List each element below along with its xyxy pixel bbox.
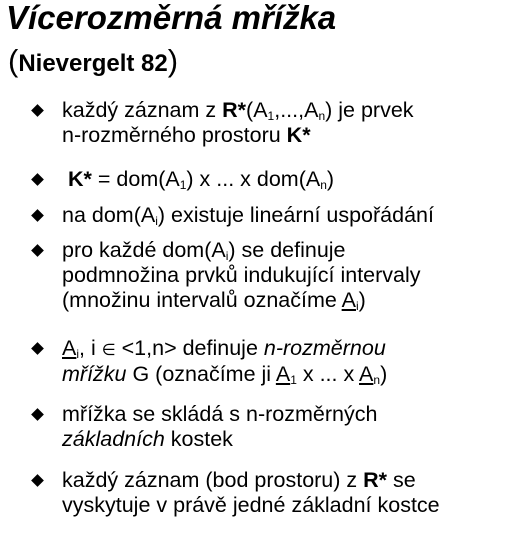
text-line: vyskytuje v právě jedné základní kostce <box>62 493 440 517</box>
diamond-bullet-icon <box>31 104 44 117</box>
bold-run: K* <box>286 123 311 147</box>
element-of-symbol: ∈ <box>101 340 116 359</box>
text-line <box>62 427 377 452</box>
text-run: pro každé dom(A <box>62 238 226 262</box>
text-run: = dom(A <box>91 167 180 191</box>
underlined-symbol: A <box>62 336 77 360</box>
text-run: ) <box>380 362 388 386</box>
text-run: , i <box>79 336 102 360</box>
text-line: podmnožina prvků indukující intervaly <box>62 263 421 287</box>
text-run: G (označíme ji <box>126 362 276 386</box>
subscript: 1 <box>290 373 297 387</box>
bold-run: R* <box>363 468 388 492</box>
list-item-text <box>62 238 421 313</box>
text-line <box>62 362 387 387</box>
text-line <box>62 123 414 148</box>
subscript: i <box>155 214 158 228</box>
list-item-text <box>62 98 414 148</box>
subscript: i <box>355 299 359 313</box>
text-run: <1,n> definuje <box>115 336 264 360</box>
text-run: (množinu intervalů označíme <box>62 288 342 312</box>
underlined-symbol: A <box>341 288 356 312</box>
subscript: i <box>225 249 229 263</box>
subscript: n <box>318 109 326 123</box>
bold-run: R* <box>222 98 247 122</box>
text-line <box>62 238 421 263</box>
diamond-bullet-icon <box>31 474 44 487</box>
list-item-text <box>62 402 377 452</box>
subtitle-author: Nievergelt 82 <box>18 50 168 77</box>
text-line <box>62 203 434 228</box>
text-run: kostek <box>164 427 233 451</box>
list-item-text <box>62 336 387 387</box>
text-line: mřížka se skládá s n-rozměrných <box>62 402 378 426</box>
text-run: ) x ... x dom(A <box>186 167 321 191</box>
text-run: ,...,A <box>274 98 319 122</box>
subscript: n <box>373 373 381 387</box>
subscript: i <box>76 347 80 361</box>
subscript: 1 <box>267 109 275 123</box>
text-run: každý záznam (bod prostoru) z <box>62 468 364 492</box>
italic-run: základních <box>62 427 165 451</box>
text-line <box>62 336 387 362</box>
subtitle-open-paren: ( <box>8 43 19 78</box>
list-item-text <box>62 203 434 228</box>
subscript: 1 <box>179 178 187 192</box>
bold-run: K* <box>68 167 92 191</box>
diamond-bullet-icon <box>31 173 44 186</box>
text-run: každý záznam z <box>62 98 223 122</box>
text-line <box>68 167 334 192</box>
text-run: ) je prvek <box>325 98 414 122</box>
text-line <box>62 468 440 493</box>
slide-title: Vícerozměrná mřížka <box>6 0 337 36</box>
diamond-bullet-icon <box>31 408 44 421</box>
text-run: ) se definuje <box>228 238 346 262</box>
italic-run: mřížku <box>62 362 127 386</box>
text-run: ) <box>358 288 366 312</box>
text-line <box>62 288 421 313</box>
italic-run: n-rozměrnou <box>263 336 386 360</box>
subscript: n <box>320 178 327 192</box>
text-run: x ... x <box>296 362 360 386</box>
diamond-bullet-icon <box>31 342 44 355</box>
text-run: ) <box>326 167 335 191</box>
text-run: ) existuje lineární uspořádání <box>157 203 434 227</box>
subtitle-close-paren: ) <box>167 43 179 78</box>
list-item-text <box>62 468 440 518</box>
text-run: na dom(A <box>62 203 156 227</box>
text-run: se <box>387 468 416 492</box>
slide-subtitle <box>8 44 178 81</box>
text-run: (A <box>246 98 268 122</box>
diamond-bullet-icon <box>31 209 44 222</box>
diamond-bullet-icon <box>31 244 44 257</box>
underlined-symbol: A <box>275 362 291 386</box>
text-line <box>62 98 414 123</box>
underlined-symbol: A <box>359 362 374 386</box>
text-run: n-rozměrného prostoru <box>62 123 287 147</box>
list-item-text <box>68 167 334 192</box>
